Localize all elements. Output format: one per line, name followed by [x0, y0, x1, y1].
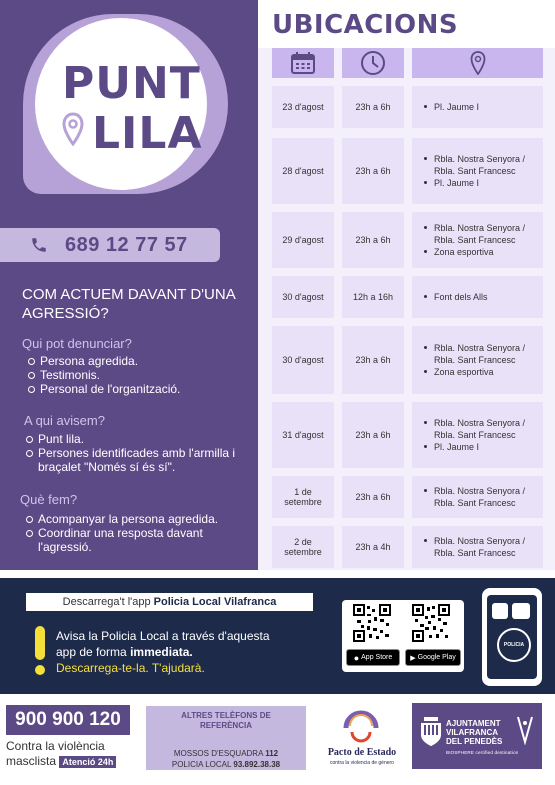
phone-icon — [30, 236, 48, 254]
row-time: 23h a 6h — [342, 476, 404, 518]
places-list — [412, 101, 479, 113]
vilafranca-v-icon — [516, 715, 534, 745]
map-pin-icon — [62, 112, 84, 146]
row-time: 12h a 16h — [342, 276, 404, 318]
ubicacions-title: UBICACIONS — [272, 10, 459, 40]
qr-code-appstore[interactable] — [353, 604, 391, 642]
list-item: Testimonis. — [26, 368, 246, 382]
list-whom — [24, 432, 249, 474]
list-item: Acompanyar la persona agredida. — [24, 512, 249, 526]
row-date: 2 de setembre — [272, 526, 334, 568]
row-places — [412, 326, 543, 394]
app-download-label — [26, 593, 313, 611]
pacto-subtitle: contra la violencia de género — [330, 760, 394, 766]
list-item: Persona agredida. — [26, 354, 246, 368]
place-item: Zona esportiva — [424, 366, 543, 378]
place-item: Zona esportiva — [424, 246, 543, 258]
question-what: Què fem? — [20, 492, 78, 507]
row-time: 23h a 6h — [342, 326, 404, 394]
row-places — [412, 526, 543, 568]
alert-line-3: Descarrega-te-la. T'ajudarà. — [56, 661, 205, 675]
place-item: Pl. Jaume I — [424, 177, 543, 189]
question-whom: A qui avisem? — [24, 413, 105, 428]
row-date: 30 d'agost — [272, 326, 334, 394]
place-item: Rbla. Nostra Senyora / Rbla. Sant Francesc — [424, 417, 543, 441]
row-date: 31 d'agost — [272, 402, 334, 468]
hotline-description: Contra la violència masclista — [6, 739, 105, 768]
row-date: 28 d'agost — [272, 138, 334, 204]
header-date — [272, 48, 334, 78]
place-item: Rbla. Nostra Senyora / Rbla. Sant Francesc — [424, 485, 543, 509]
places-list — [412, 485, 543, 509]
policia-number[interactable]: 93.892.38.38 — [233, 760, 281, 769]
qr-code-googleplay[interactable] — [412, 604, 450, 642]
ajuntament-line-1: AJUNTAMENT — [446, 719, 501, 728]
ajuntament-logo — [412, 703, 542, 769]
police-badge-icon — [497, 628, 531, 662]
header-time — [342, 48, 404, 78]
phone-number[interactable]: 689 12 77 57 — [65, 234, 188, 256]
googleplay-label: Google Play — [417, 654, 456, 661]
pacto-logo-icon — [338, 706, 384, 746]
mossos-label: MOSSOS D'ESQUADRA — [173, 749, 263, 758]
places-list — [412, 153, 543, 189]
biosphere-tag: BIOSPHERE certified destination — [446, 750, 519, 755]
header-place — [412, 48, 543, 78]
row-places — [412, 138, 543, 204]
pacto-title: Pacto de Estado — [327, 747, 397, 758]
hotline-number[interactable]: 900 900 120 — [6, 705, 130, 735]
row-date: 30 d'agost — [272, 276, 334, 318]
exclamation-icon — [33, 626, 47, 676]
ajuntament-line-2: VILAFRANCA — [446, 728, 498, 737]
attention-badge: Atenció 24h — [59, 756, 116, 768]
row-date: 29 d'agost — [272, 212, 334, 268]
app-download-prefix: Descarrega't l'app — [62, 596, 151, 608]
place-item: Rbla. Nostra Senyora / Rbla. Sant Francesc — [424, 153, 543, 177]
pacto-de-estado-logo — [322, 706, 402, 770]
row-time: 23h a 6h — [342, 402, 404, 468]
row-date: 1 de setembre — [272, 476, 334, 518]
list-who — [26, 354, 246, 396]
smartphone-illustration — [482, 588, 542, 686]
place-item: Rbla. Nostra Senyora / Rbla. Sant Francesc — [424, 342, 543, 366]
other-phones-box — [146, 706, 306, 770]
clock-icon — [360, 50, 386, 76]
row-places — [412, 476, 543, 518]
coat-of-arms-icon — [420, 717, 442, 747]
play-icon: ▶ — [410, 654, 416, 662]
calendar-icon — [290, 51, 316, 75]
policia-label: POLICIA LOCAL — [171, 760, 232, 769]
row-time: 23h a 6h — [342, 138, 404, 204]
places-list — [412, 535, 543, 559]
alert-line-1: Avisa la Policia Local a través d'aquesta — [56, 629, 270, 643]
row-time: 23h a 6h — [342, 86, 404, 128]
places-list — [412, 222, 543, 258]
ajuntament-line-3: DEL PENEDÈS — [446, 737, 503, 746]
row-date: 23 d'agost — [272, 86, 334, 128]
apple-icon: ● — [353, 652, 360, 663]
logo-word-lila: LILA — [92, 108, 203, 159]
row-places — [412, 86, 543, 128]
row-places — [412, 276, 543, 318]
panel-title: COM ACTUEM DAVANT D'UNA AGRESSIÓ? — [22, 286, 235, 322]
list-item: Persones identificades amb l'armilla i braçalet "Només sí és sí". — [24, 446, 249, 474]
row-time: 23h a 4h — [342, 526, 404, 568]
place-item: Rbla. Nostra Senyora / Rbla. Sant Francesc — [424, 222, 543, 246]
hotline-text — [6, 739, 136, 770]
row-places — [412, 402, 543, 468]
appstore-button[interactable] — [346, 649, 400, 666]
other-phones-title: ALTRES TELÈFONS DE REFERÈNCIA — [181, 711, 271, 730]
app-name: Policia Local Vilafranca — [153, 596, 277, 608]
list-what — [24, 512, 249, 554]
list-item: Personal de l'organització. — [26, 382, 246, 396]
places-list — [412, 417, 543, 453]
app-icon-label: POLICIA — [503, 642, 525, 648]
list-item: Punt lila. — [24, 432, 249, 446]
place-item: Font dels Alls — [424, 291, 488, 303]
map-pin-icon — [470, 51, 486, 75]
place-item: Pl. Jaume I — [424, 101, 479, 113]
places-list — [412, 342, 543, 378]
place-item: Rbla. Nostra Senyora / Rbla. Sant Francesc — [424, 535, 543, 559]
alert-immediate: immediata. — [130, 645, 193, 659]
alert-text — [56, 628, 306, 676]
appstore-label: App Store — [361, 654, 393, 661]
googleplay-button[interactable] — [405, 649, 461, 666]
question-who: Qui pot denunciar? — [22, 336, 132, 351]
row-places — [412, 212, 543, 268]
places-list — [412, 291, 488, 303]
list-item: Coordinar una resposta davant l'agressió. — [24, 526, 249, 554]
mossos-number[interactable]: 112 — [265, 749, 279, 758]
place-item: Pl. Jaume I — [424, 441, 543, 453]
alert-line-2: app de forma — [56, 645, 127, 659]
logo-word-punt: PUNT — [62, 58, 201, 109]
row-time: 23h a 6h — [342, 212, 404, 268]
